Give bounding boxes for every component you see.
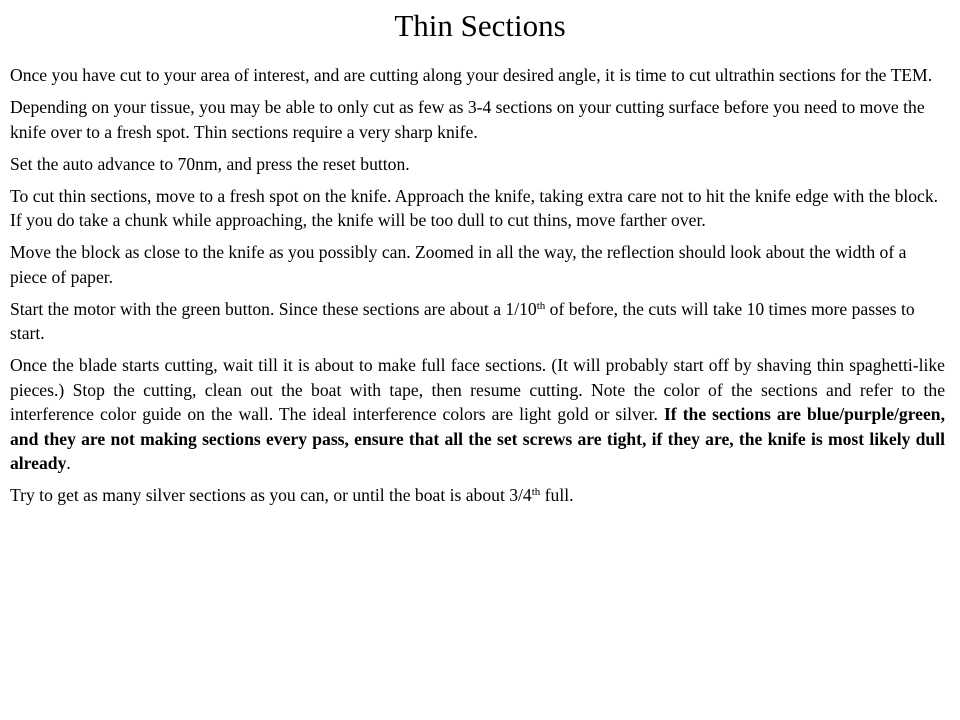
- paragraph-auto-advance: Set the auto advance to 70nm, and press the reset button.: [10, 153, 410, 174]
- motor-text-before: Start the motor with the green button. Since these sections are about a 1/10: [10, 298, 537, 319]
- motor-text-after: of before, the cuts will take 10 times more passes to start.: [10, 298, 915, 343]
- silver-text-before: Try to get as many silver sections as you can, or until the boat is about 3/4: [10, 485, 532, 505]
- silver-superscript: th: [531, 486, 541, 498]
- paragraph-motor: [10, 297, 945, 346]
- cutting-warning-bold: If the sections are blue/purple/green, and they are not making sections every pass, ensure that all the set screws are tight, if they are, the knife is most likely dull already: [10, 404, 945, 473]
- paragraph-silver: [10, 483, 945, 508]
- silver-text-after: full.: [540, 485, 574, 505]
- paragraph-intro: Once you have cut to your area of interest, and are cutting along your desired angle, it is time to cut ultrathin sections for the TEM.: [10, 65, 933, 85]
- slide-title: Thin Sections: [394, 8, 566, 43]
- paragraph-cutting: [10, 353, 945, 476]
- paragraph-fresh-spot: To cut thin sections, move to a fresh spot on the knife. Approach the knife, taking extra care not to hit the knife edge with the block. If you do take a chunk while approaching, the knife will be too dull to cut thins, move farther over.: [10, 185, 939, 230]
- motor-superscript: th: [536, 299, 546, 312]
- cutting-text-end: .: [66, 453, 71, 473]
- paragraph-block-close: Move the block as close to the knife as you possibly can. Zoomed in all the way, the reflection should look about the width of a piece of paper.: [10, 242, 907, 287]
- paragraph-tissue: Depending on your tissue, you may be able to only cut as few as 3-4 sections on your cutting surface before you need to move the knife over to a fresh spot. Thin sections require a very sharp knife.: [10, 97, 925, 142]
- cutting-text: Once the blade starts cutting, wait till it is about to make full face sections. (It will probably start off by shaving thin spaghetti-like pieces.) Stop the cutting, clean out the boat with tape, then resume cutting. Note the color of the sections and refer to the interference color guide on the wall. The ideal interference colors are light gold or silver.: [10, 355, 945, 424]
- slide-body: [10, 63, 945, 515]
